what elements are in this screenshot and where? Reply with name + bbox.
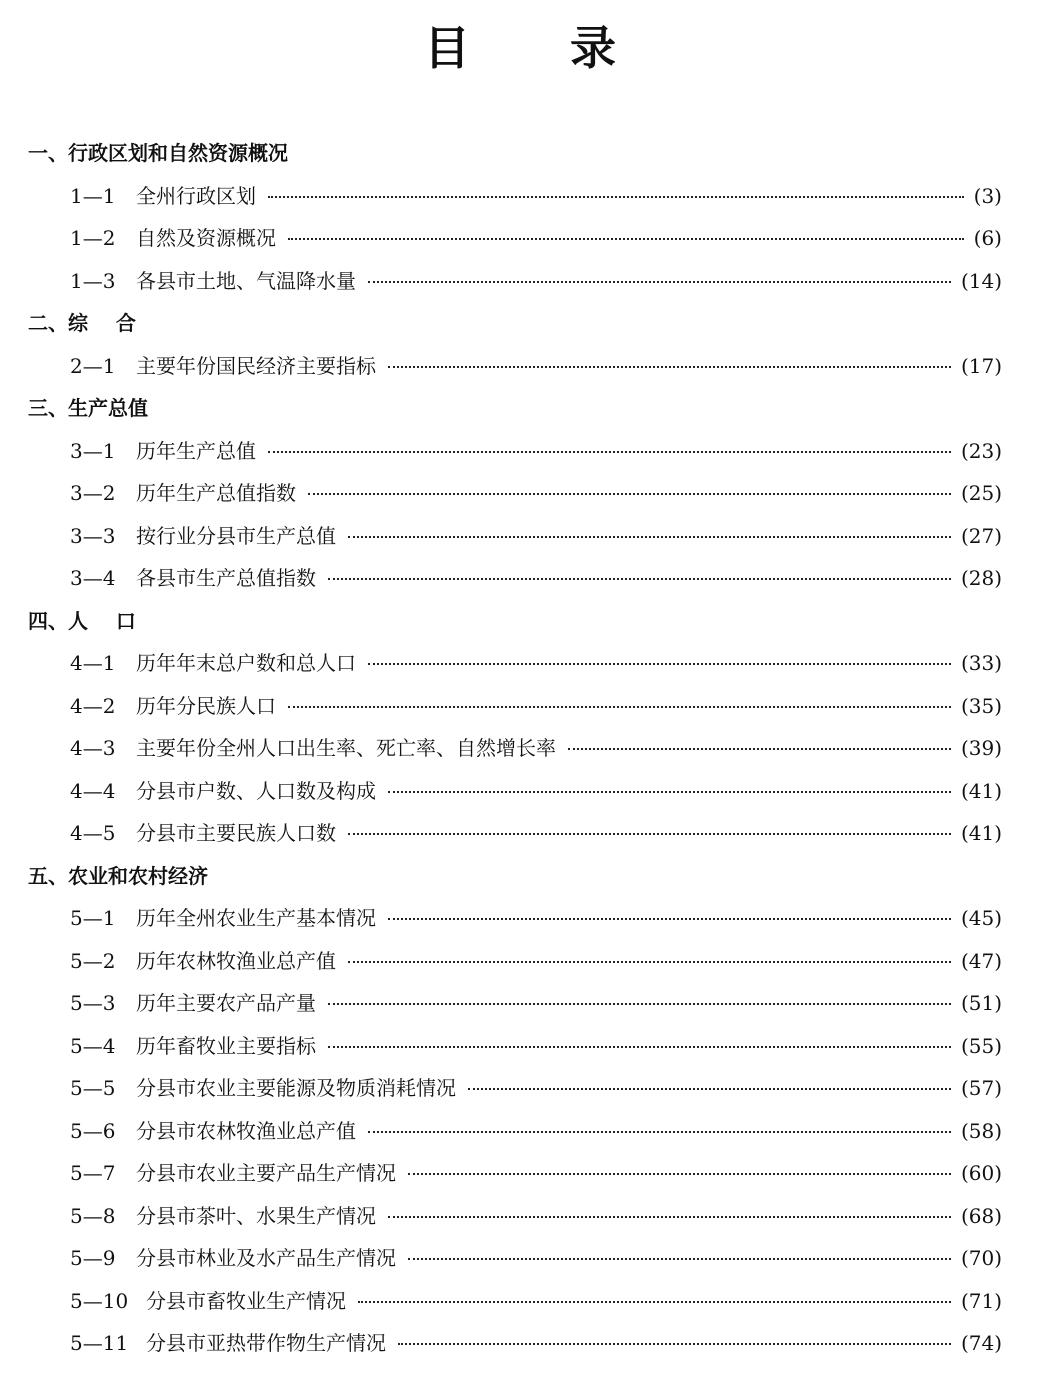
dot-leader (408, 1169, 951, 1175)
entry-number: 3—3 (70, 523, 116, 548)
entry-page-number: (68) (960, 1203, 1002, 1228)
entry-title: 历年主要农产品产量 (136, 991, 316, 1015)
entry-page-number: (57) (960, 1076, 1002, 1100)
entry-title: 历年年末总户数和总人口 (136, 651, 356, 675)
entry-number: 1—3 (70, 268, 116, 293)
dot-leader (288, 702, 951, 708)
entry-title: 分县市户数、人口数及构成 (136, 778, 376, 803)
entry-title: 全州行政区划 (136, 183, 256, 208)
toc-entry[interactable] (0, 515, 1040, 558)
entry-page-number: (74) (960, 1331, 1002, 1355)
toc-entry[interactable] (0, 217, 1040, 260)
entry-title: 各县市生产总值指数 (136, 566, 316, 590)
entry-page-number: (33) (960, 651, 1002, 675)
section-heading[interactable]: 五、农业和农村经济 (28, 863, 208, 888)
entry-title: 按行业分县市生产总值 (136, 523, 336, 548)
entry-title: 历年农林牧渔业总产值 (136, 948, 336, 973)
page-title (0, 18, 1040, 78)
toc-entry[interactable] (0, 685, 1040, 728)
entry-page-number: (27) (960, 523, 1002, 548)
entry-title: 分县市农业主要能源及物质消耗情况 (136, 1076, 456, 1100)
dot-leader (348, 957, 951, 963)
toc-entry[interactable] (0, 727, 1040, 770)
section-heading[interactable]: 四、人 口 (28, 608, 136, 633)
entry-page-number: (28) (960, 566, 1002, 590)
entry-title: 分县市亚热带作物生产情况 (146, 1331, 386, 1355)
dot-leader (358, 1297, 951, 1303)
entry-page-number: (47) (960, 948, 1002, 973)
entry-page-number: (41) (960, 821, 1002, 845)
entry-number: 4—2 (70, 693, 116, 718)
entry-number: 3—2 (70, 481, 116, 505)
entry-page-number: (35) (960, 693, 1002, 718)
table-of-contents (0, 132, 1040, 1365)
toc-entry[interactable] (0, 1237, 1040, 1280)
toc-entry[interactable] (0, 1280, 1040, 1323)
entry-page-number: (45) (960, 906, 1002, 930)
entry-title: 主要年份国民经济主要指标 (136, 353, 376, 378)
entry-number: 3—1 (70, 438, 116, 463)
entry-page-number: (60) (960, 1161, 1002, 1185)
toc-entry[interactable] (0, 260, 1040, 303)
toc-entry[interactable] (0, 557, 1040, 600)
entry-title: 分县市农业主要产品生产情况 (136, 1161, 396, 1185)
toc-entry[interactable] (0, 1322, 1040, 1365)
entry-number: 5—5 (70, 1076, 116, 1100)
dot-leader (308, 489, 951, 495)
dot-leader (268, 192, 964, 198)
dot-leader (348, 829, 951, 835)
dot-leader (328, 574, 951, 580)
toc-entry[interactable] (0, 770, 1040, 813)
toc-entry[interactable] (0, 642, 1040, 685)
entry-title: 历年畜牧业主要指标 (136, 1033, 316, 1058)
entry-page-number: (41) (960, 778, 1002, 803)
toc-entry[interactable] (0, 1110, 1040, 1153)
toc-entry[interactable] (0, 1152, 1040, 1195)
toc-entry[interactable] (0, 940, 1040, 983)
entry-number: 5—8 (70, 1203, 116, 1228)
entry-page-number: (51) (960, 991, 1002, 1015)
entry-page-number: (39) (960, 736, 1002, 760)
toc-entry[interactable] (0, 345, 1040, 388)
entry-number: 5—2 (70, 948, 116, 973)
entry-number: 5—11 (70, 1331, 129, 1355)
entry-title: 分县市农林牧渔业总产值 (136, 1118, 356, 1143)
entry-title: 各县市土地、气温降水量 (136, 268, 356, 293)
entry-number: 3—4 (70, 566, 116, 590)
entry-number: 5—7 (70, 1161, 116, 1185)
entry-number: 5—9 (70, 1246, 116, 1270)
toc-entry[interactable] (0, 982, 1040, 1025)
entry-page-number: (71) (960, 1288, 1002, 1313)
page-title-char-2: 录 (570, 21, 616, 75)
toc-entry[interactable] (0, 430, 1040, 473)
dot-leader (368, 277, 951, 283)
entry-number: 2—1 (70, 353, 116, 378)
entry-number: 1—1 (70, 183, 116, 208)
dot-leader (268, 447, 951, 453)
dot-leader (398, 1339, 951, 1345)
entry-number: 5—10 (70, 1288, 129, 1313)
dot-leader (328, 999, 951, 1005)
entry-number: 4—5 (70, 821, 116, 845)
entry-title: 自然及资源概况 (136, 226, 276, 250)
entry-title: 历年生产总值 (136, 438, 256, 463)
dot-leader (328, 1042, 951, 1048)
entry-title: 分县市主要民族人口数 (136, 821, 336, 845)
dot-leader (568, 744, 951, 750)
entry-page-number: (70) (960, 1246, 1002, 1270)
entry-number: 5—4 (70, 1033, 116, 1058)
entry-page-number: (25) (960, 481, 1002, 505)
entry-number: 4—3 (70, 736, 116, 760)
entry-page-number: (3) (973, 183, 1002, 208)
toc-entry[interactable] (0, 472, 1040, 515)
entry-title: 分县市茶叶、水果生产情况 (136, 1203, 376, 1228)
section-heading[interactable]: 一、行政区划和自然资源概况 (28, 141, 288, 165)
entry-page-number: (17) (960, 353, 1002, 378)
entry-page-number: (55) (960, 1033, 1002, 1058)
dot-leader (368, 659, 951, 665)
dot-leader (368, 1127, 951, 1133)
entry-page-number: (23) (960, 438, 1002, 463)
toc-entry[interactable] (0, 1025, 1040, 1068)
toc-entry[interactable] (0, 897, 1040, 940)
entry-number: 5—3 (70, 991, 116, 1015)
section-heading[interactable]: 二、综 合 (28, 311, 136, 335)
page-title-char-1: 目 (424, 21, 470, 75)
entry-title: 主要年份全州人口出生率、死亡率、自然增长率 (136, 736, 556, 760)
entry-title: 分县市畜牧业生产情况 (146, 1288, 346, 1313)
section-heading[interactable]: 三、生产总值 (28, 396, 148, 420)
toc-entry[interactable] (0, 812, 1040, 855)
entry-title: 历年分民族人口 (136, 693, 276, 718)
entry-title: 历年生产总值指数 (136, 481, 296, 505)
entry-page-number: (14) (960, 268, 1002, 293)
dot-leader (388, 1212, 951, 1218)
dot-leader (388, 362, 951, 368)
entry-number: 5—6 (70, 1118, 116, 1143)
entry-number: 4—4 (70, 778, 116, 803)
entry-number: 1—2 (70, 226, 116, 250)
toc-entry[interactable] (0, 1067, 1040, 1110)
entry-page-number: (58) (960, 1118, 1002, 1143)
entry-title: 分县市林业及水产品生产情况 (136, 1246, 396, 1270)
entry-page-number: (6) (973, 226, 1002, 250)
dot-leader (288, 234, 964, 240)
dot-leader (468, 1084, 951, 1090)
toc-entry[interactable] (0, 175, 1040, 218)
entry-number: 4—1 (70, 651, 116, 675)
dot-leader (388, 787, 951, 793)
entry-title: 历年全州农业生产基本情况 (136, 906, 376, 930)
dot-leader (408, 1254, 951, 1260)
dot-leader (388, 914, 951, 920)
dot-leader (348, 532, 951, 538)
toc-entry[interactable] (0, 1195, 1040, 1238)
entry-number: 5—1 (70, 906, 116, 930)
